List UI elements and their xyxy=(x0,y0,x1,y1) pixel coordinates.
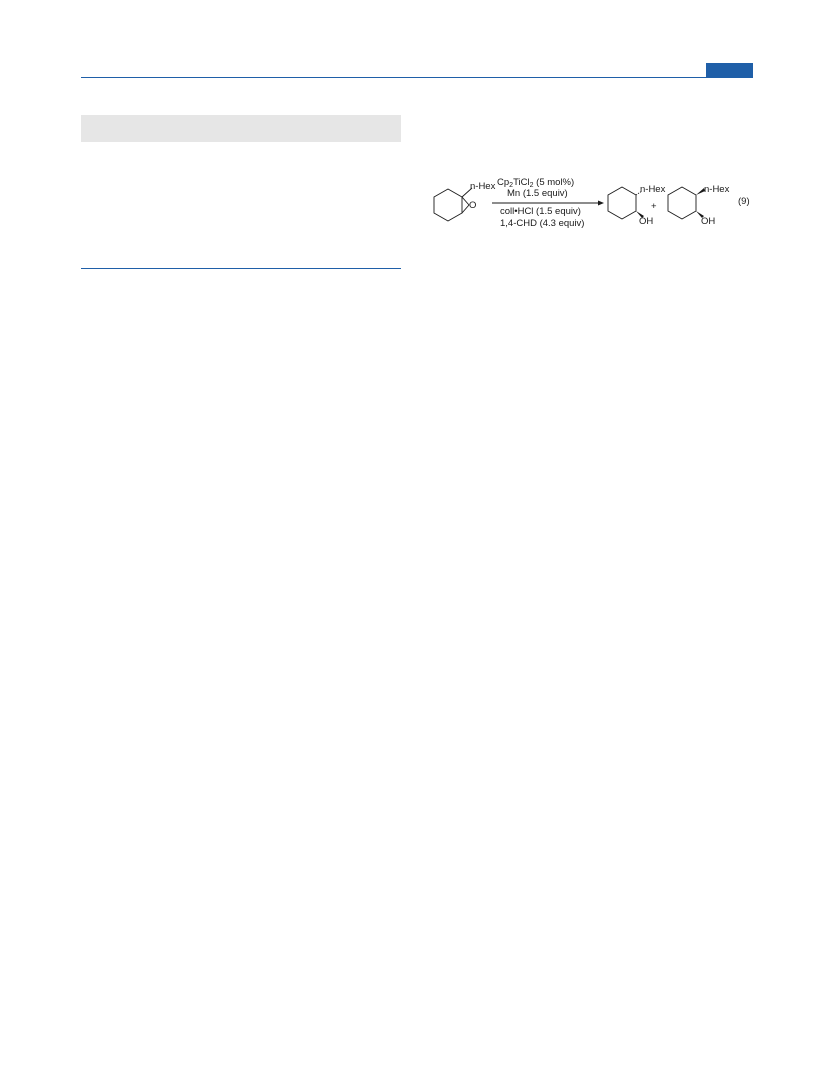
product-2-substituent: n-Hex xyxy=(704,184,730,195)
reaction-arrow-head xyxy=(598,201,604,206)
equation-number: (9) xyxy=(738,196,750,207)
product-2-structure xyxy=(668,184,730,227)
condition-catalyst: $Cp_2TiCl_2$ (5 mol%) xyxy=(497,177,575,189)
reaction-scheme xyxy=(420,170,760,240)
product-2-ring xyxy=(668,187,696,219)
condition-reductant: Mn (1.5 equiv) xyxy=(507,188,568,199)
substrate-structure xyxy=(434,181,496,221)
product-2-hydroxyl: OH xyxy=(701,216,716,227)
epoxide-bond-2 xyxy=(462,205,469,213)
column-rule xyxy=(81,268,401,269)
header-rule xyxy=(81,77,753,78)
substrate-substituent: n-Hex xyxy=(470,181,496,192)
epoxide-bond-1 xyxy=(462,197,469,205)
product-1-hydroxyl: OH xyxy=(639,216,654,227)
reaction-scheme-svg xyxy=(420,170,760,240)
section-heading-box xyxy=(81,115,401,142)
header-page-tab xyxy=(706,63,753,78)
substrate-ring xyxy=(434,189,462,221)
reaction-conditions xyxy=(492,177,604,229)
product-1-structure xyxy=(608,184,666,227)
condition-additive: coll•HCl (1.5 equiv) xyxy=(500,206,581,217)
plus-sign: + xyxy=(651,201,657,212)
condition-h-donor: 1,4-CHD (4.3 equiv) xyxy=(500,218,585,229)
product-1-substituent: n-Hex xyxy=(640,184,666,195)
epoxide-oxygen: O xyxy=(469,200,477,211)
product-1-ring xyxy=(608,187,636,219)
